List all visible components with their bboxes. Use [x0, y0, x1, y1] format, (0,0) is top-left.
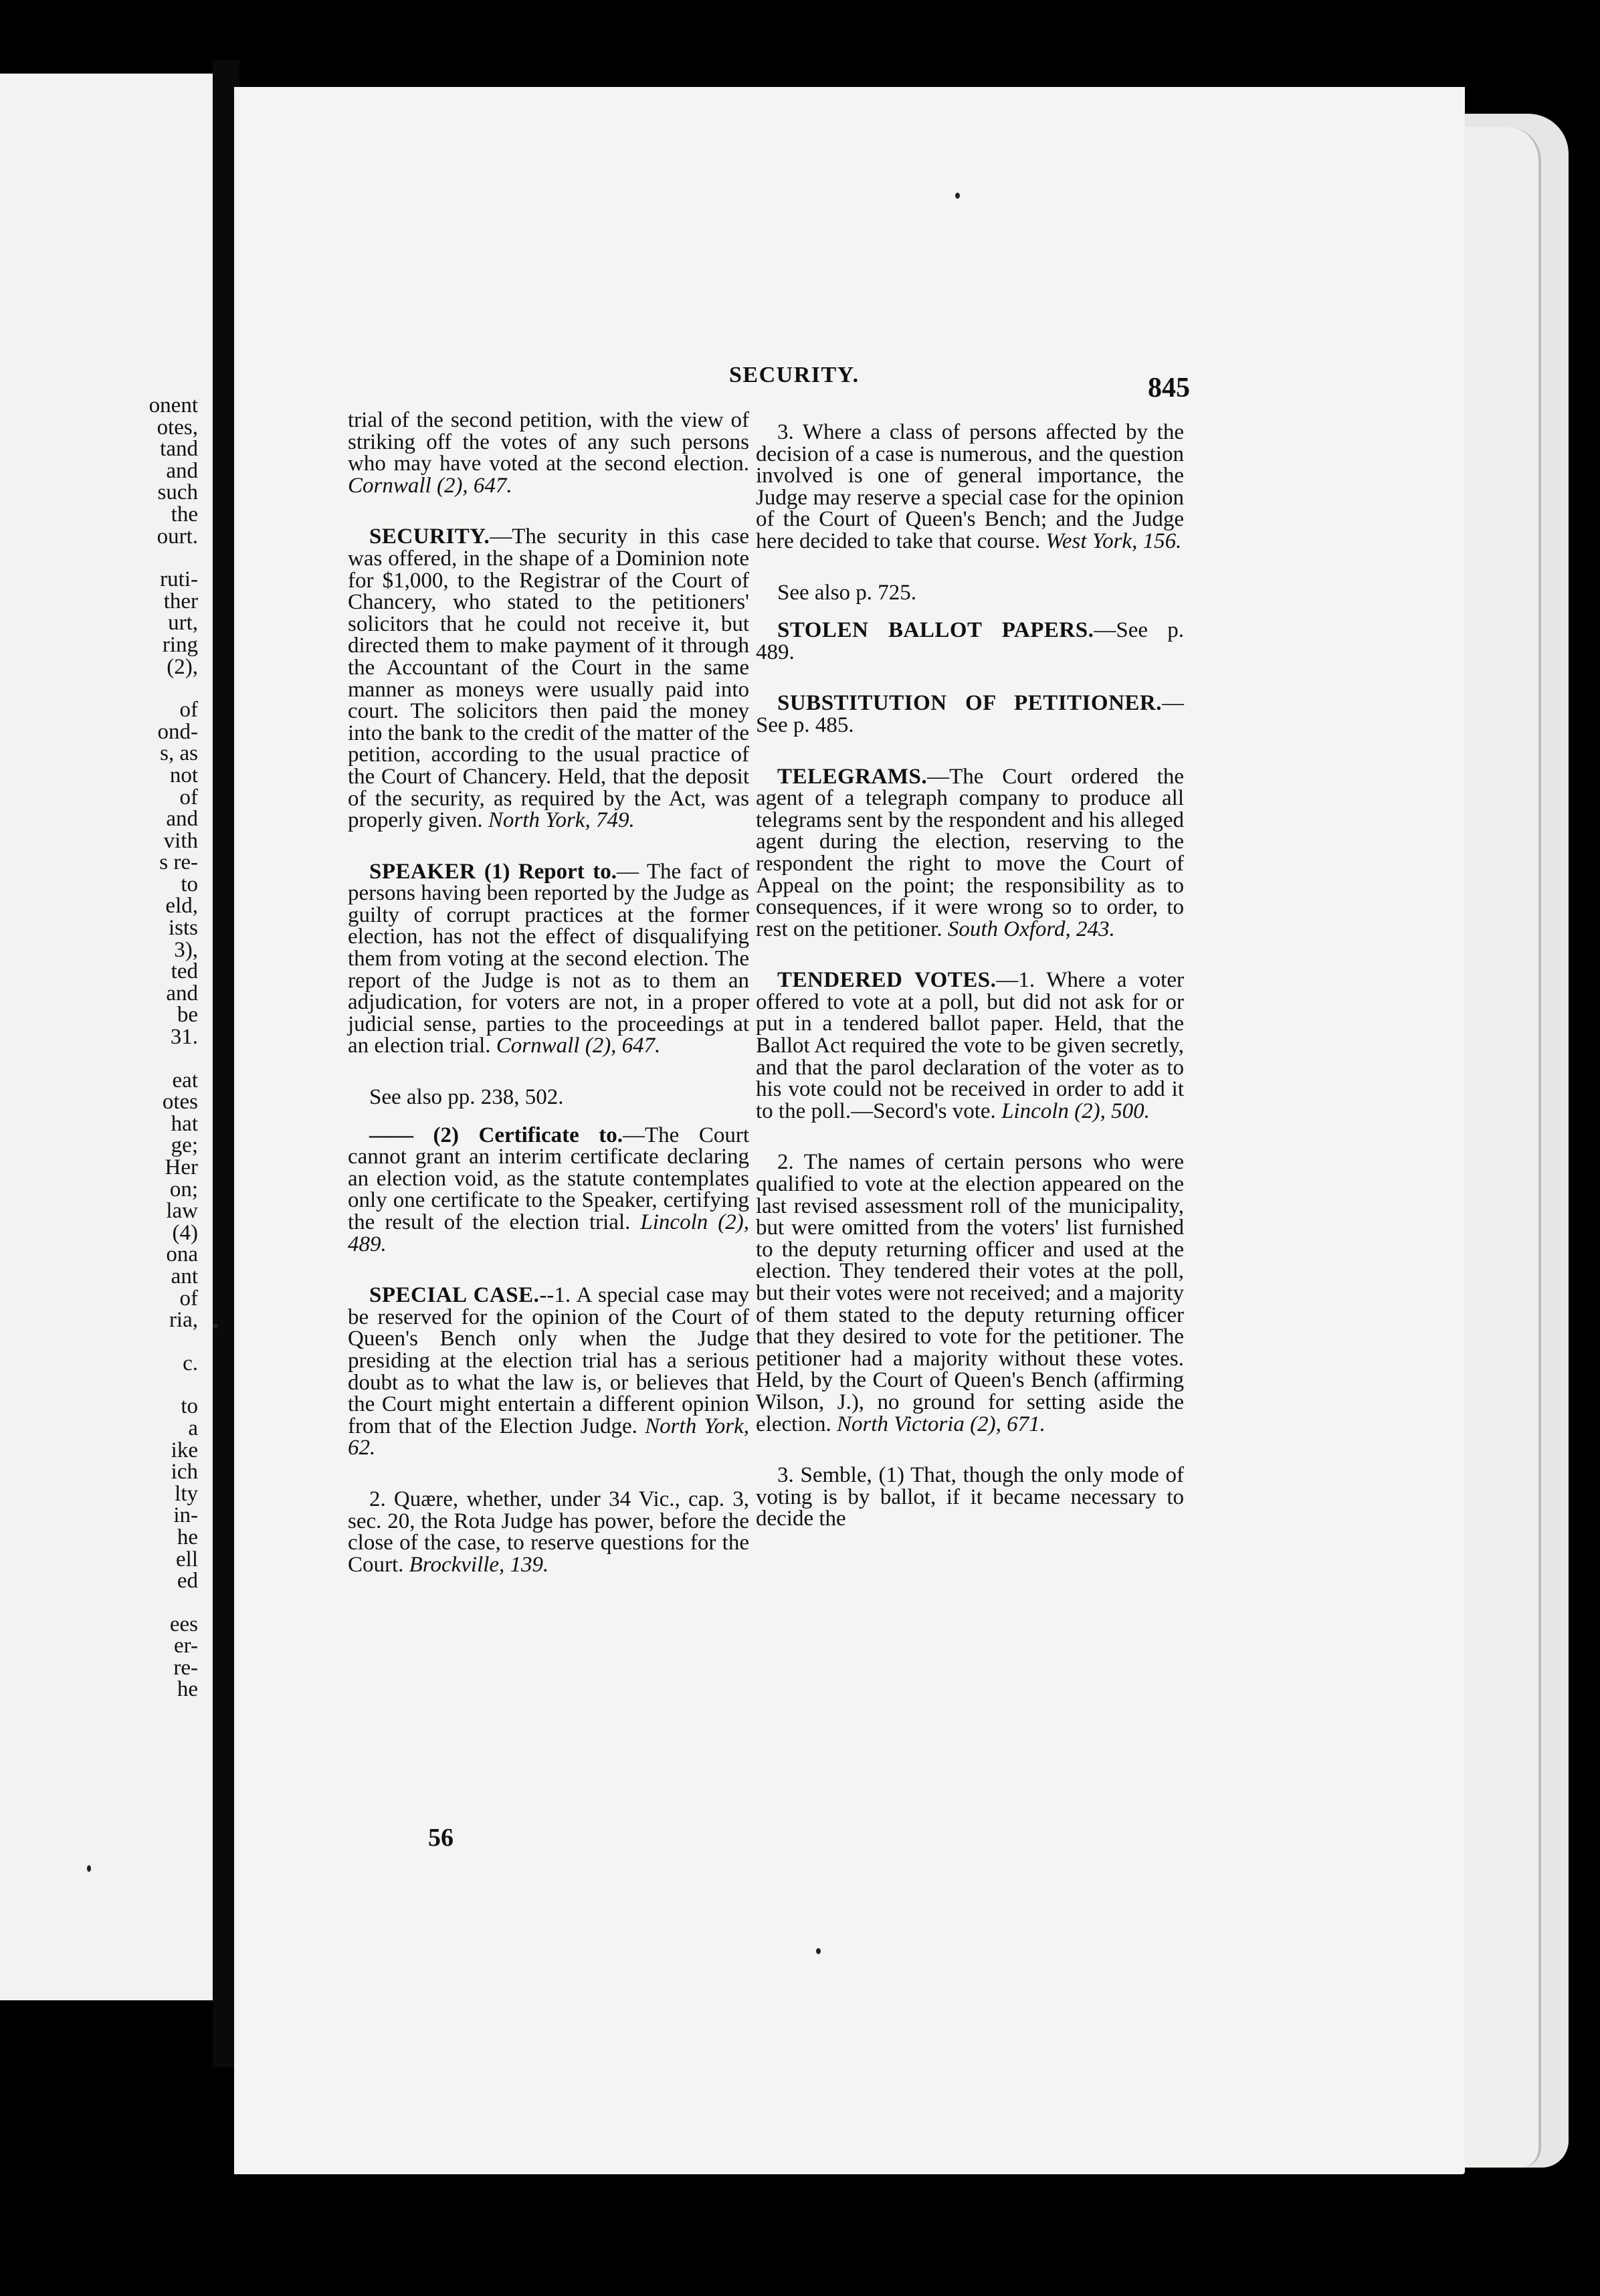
fragment-line: eld,: [165, 894, 198, 919]
fragment-line: ees: [169, 1612, 198, 1636]
entry-text: — The fact of persons having been reported by the Judge as guilty of corrupt practices at the former election, has not the effect of disqualifying them from voting at the second election. The report of the Judge is not as to them an adjudication, for voters are not, in a proper judicial sense, parties to the proceedings at an election trial.: [348, 859, 750, 1058]
entry-paragraph: [756, 1151, 1184, 1435]
fragment-line: onent: [148, 393, 198, 417]
fragment-line: 31.: [170, 1025, 198, 1050]
entry-text: —The Court ordered the agent of a telegraph company to produce all telegrams sent by the respondent and his alleged agent during the election, reserving to the respondent the right to move the Court of Appeal on the point; the responsibility as to consequences, if it were wrong so to order, to rest on the petitioner.: [756, 764, 1184, 941]
fragment-line: tand: [160, 437, 198, 462]
running-head: SECURITY.: [729, 363, 860, 387]
fragment-line: and: [166, 458, 198, 483]
entry-subheading: (1) Report to.: [484, 859, 617, 884]
signature-mark: 56: [428, 1824, 454, 1852]
case-citation: North Victoria (2), 671.: [836, 1412, 1045, 1436]
fragment-line: to: [181, 872, 198, 896]
fragment-line: he: [177, 1525, 198, 1549]
case-citation: Lincoln (2), 489.: [348, 1210, 749, 1256]
previous-page: [0, 74, 213, 2000]
fragment-line: he: [177, 1677, 198, 1702]
entry-text: —The security in this case was offered, in the shape of a Dominion note for $1,000, to the Registrar of the Court of Chancery, who stated to the petitioners' solicitors that he could not receive it, but directed them to make payment of it through the Accountant of the Court in the same manner as moneys were usually paid into court. The solicitors then paid the money into the bank to the credit of the matter of the petition, according to the usual practice of the Court of Chancery. Held, that the deposit of the security, as required by the Act, was properly given.: [348, 524, 749, 833]
fragment-line: lty: [175, 1481, 198, 1506]
entry-heading: STOLEN BALLOT PAPERS.: [777, 618, 1094, 643]
fragment-line: on;: [169, 1177, 198, 1202]
fragment-line: ring: [162, 632, 198, 657]
case-citation: North York, 62.: [348, 1414, 750, 1460]
case-citation: Cornwall (2), 647.: [496, 1034, 661, 1058]
entry-heading: TENDERED VOTES.: [777, 968, 997, 993]
fragment-line: not: [169, 763, 198, 787]
entry-paragraph: [348, 1284, 749, 1459]
entry-paragraph: [348, 526, 749, 831]
fragment-line: er-: [174, 1634, 198, 1658]
entry-paragraph: [756, 969, 1184, 1122]
entry-paragraph: [348, 1489, 749, 1575]
entry-paragraph: [756, 766, 1184, 941]
entry-heading: SUBSTITUTION OF PETITIONER.: [777, 691, 1162, 716]
dust-speck: [955, 193, 960, 199]
fragment-line: ike: [171, 1438, 198, 1462]
fragment-line: ruti-: [160, 567, 198, 592]
fragment-line: of: [179, 785, 198, 809]
fragment-line: ria,: [169, 1308, 198, 1333]
entry-paragraph: [756, 619, 1184, 663]
fragment-line: [64, 1374, 198, 1396]
entry-heading: SPECIAL CASE.: [369, 1283, 540, 1308]
case-citation: West York, 156.: [1045, 529, 1182, 553]
fragment-line: ona: [166, 1242, 198, 1267]
fragment-line: (4): [172, 1220, 198, 1245]
entry-text: 2. Quære, whether, under 34 Vic., cap. 3, sec. 20, the Rota Judge has power, before the close of the case, to reserve questions for the Court.: [348, 1487, 749, 1577]
entry-text: —See p. 485.: [756, 691, 1184, 737]
fragment-line: s, as: [160, 741, 198, 766]
fragment-line: such: [157, 480, 198, 505]
case-citation: Cornwall (2), 647.: [348, 473, 512, 498]
dust-speck: [87, 1865, 91, 1872]
fragment-line: ourt.: [157, 524, 198, 549]
fragment-line: s re-: [159, 850, 198, 875]
fragment-line: to: [181, 1394, 198, 1419]
fragment-line: [64, 547, 198, 569]
entry-heading: SPEAKER: [369, 859, 476, 884]
case-citation: Brockville, 139.: [409, 1552, 549, 1577]
fragment-line: ists: [168, 916, 198, 941]
fragment-line: and: [166, 981, 198, 1006]
fragment-line: otes: [162, 1090, 198, 1115]
case-citation: South Oxford, 243.: [947, 917, 1115, 941]
entry-paragraph: [348, 1086, 749, 1109]
entry-paragraph: [348, 409, 749, 496]
fragment-line: re-: [173, 1655, 198, 1680]
fragment-line: urt,: [168, 611, 198, 636]
fragment-line: ell: [176, 1547, 198, 1571]
entry-text: --1. A special case may be reserved for the opinion of the Court of Queen's Bench only when the Judge presiding at the election trial has a serious doubt as to what the law is, or believes that the Court might entertain a different opinion from that of the Election Judge.: [348, 1283, 749, 1438]
fragment-line: of: [179, 1286, 198, 1311]
entry-paragraph: [348, 861, 749, 1057]
page-number: 845: [1148, 373, 1190, 403]
right-column: [756, 421, 1184, 1559]
dust-speck: [213, 1323, 218, 1329]
fragment-line: ich: [171, 1460, 198, 1485]
fragment-line: eat: [172, 1068, 198, 1092]
fragment-line: otes,: [157, 415, 198, 440]
entry-paragraph: [348, 1125, 749, 1256]
fragment-line: ted: [171, 959, 198, 984]
entry-text: —The Court cannot grant an interim certificate declaring an election void, as the statute contemplates only one certificate to the Speaker, certifying the result of the election trial.: [348, 1123, 749, 1234]
fragment-line: a: [188, 1416, 198, 1440]
previous-page-text-fragment: [64, 395, 198, 1701]
fragment-line: [64, 1331, 198, 1353]
fragment-line: ther: [163, 589, 198, 613]
fragment-line: of: [179, 698, 198, 723]
fragment-line: [64, 1048, 198, 1070]
entry-subheading: —— (2) Certificate to.: [369, 1123, 623, 1147]
entry-text: See also pp. 238, 502.: [369, 1085, 564, 1110]
fragment-line: ant: [171, 1264, 198, 1288]
entry-text: —1. Where a voter offered to vote at a poll, but did not ask for or put in a tendered ballot paper. Held, that the Ballot Act required the vote to be given secretly, and that the parol declaration of the voter as to his vote could not be received in order to add it to the poll.—Secord's vote.: [756, 968, 1184, 1123]
fragment-line: law: [166, 1199, 198, 1224]
entry-paragraph: [756, 692, 1184, 736]
entry-text: 3. Semble, (1) That, though the only mode of voting is by ballot, if it became necessary to decide the: [756, 1463, 1184, 1531]
entry-text: trial of the second petition, with the view of striking off the votes of any such persons who may have voted at the second election.: [348, 408, 749, 476]
fragment-line: ge;: [171, 1133, 198, 1158]
fragment-line: in-: [173, 1503, 198, 1528]
entry-paragraph: [756, 1464, 1184, 1530]
dust-speck: [816, 1948, 821, 1954]
fragment-line: Her: [165, 1155, 198, 1179]
fragment-line: the: [171, 502, 198, 527]
entry-paragraph: [756, 421, 1184, 553]
entry-text: 2. The names of certain persons who were qualified to vote at the election appeared on the last revised assessment roll of the municipality, but were omitted from the voters' list furnished to the deputy returning officer and used at the election. They tendered their votes at the poll, but their votes were not received; and a majority of them stated to the deputy returning officer that they desired to vote for the petitioner. The petitioner had a majority without these votes. Held, by the Court of Queen's Bench (affirming Wilson, J.), no ground for setting aside the election.: [756, 1150, 1184, 1436]
entry-text: 3. Where a class of persons affected by the decision of a case is numerous, and the question involved is one of general importance, the Judge may reserve a special case for the opinion of the Court of Queen's Bench; and the Judge here decided to take that course.: [756, 420, 1184, 553]
case-citation: Lincoln (2), 500.: [1001, 1098, 1150, 1123]
entry-heading: SECURITY.: [369, 524, 490, 549]
fragment-line: [64, 678, 198, 699]
entry-heading: TELEGRAMS.: [777, 764, 928, 789]
entry-text: —See p. 489.: [756, 618, 1184, 664]
fragment-line: hat: [171, 1111, 198, 1136]
left-column: [348, 409, 749, 1605]
fragment-line: vith: [163, 828, 198, 853]
fragment-line: [64, 1592, 198, 1614]
case-citation: North York, 749.: [488, 808, 635, 833]
entry-paragraph: [756, 582, 1184, 604]
fragment-line: (2),: [167, 654, 198, 679]
fragment-line: ond-: [157, 719, 198, 744]
fragment-line: ed: [177, 1569, 198, 1594]
fragment-line: 3),: [174, 937, 198, 962]
fragment-line: be: [177, 1003, 198, 1028]
entry-text: See also p. 725.: [777, 580, 917, 605]
fragment-line: and: [166, 807, 198, 832]
fragment-line: c.: [183, 1351, 198, 1375]
